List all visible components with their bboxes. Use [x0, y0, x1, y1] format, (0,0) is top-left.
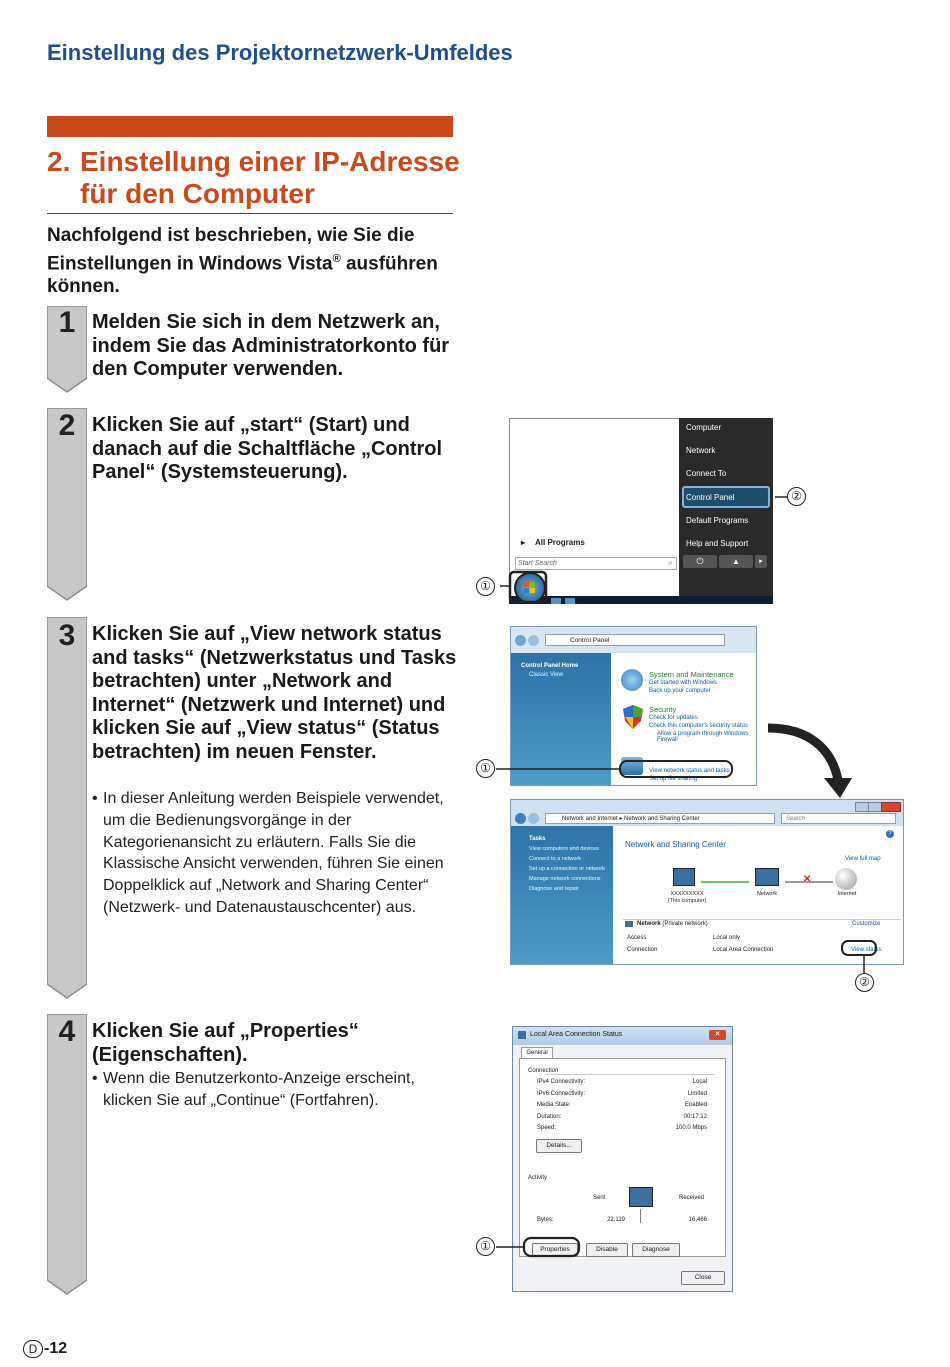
intro-text-end: ausführen können.: [47, 252, 438, 298]
computer-sub: (This computer): [667, 898, 707, 904]
sent-label: Sent: [593, 1195, 606, 1201]
close-icon[interactable]: ✕: [709, 1030, 726, 1040]
link-file-sharing[interactable]: Set up file sharing: [649, 776, 698, 782]
address-bar[interactable]: [545, 813, 775, 824]
view-status-link[interactable]: View status: [851, 947, 882, 953]
start-search-placeholder: Start Search: [518, 560, 557, 567]
row-label: IPv6 Connectivity:: [537, 1091, 586, 1097]
address-text: Control Panel: [570, 637, 610, 644]
forward-icon[interactable]: [528, 813, 539, 824]
menu-item-help-support[interactable]: Help and Support: [686, 539, 749, 548]
activity-group-label: Activity: [528, 1175, 548, 1181]
security-title[interactable]: Security: [649, 705, 677, 714]
control-panel-toolbar: [511, 627, 756, 653]
back-icon[interactable]: [515, 813, 526, 824]
sharing-center-toolbar: [511, 800, 903, 826]
bytes-received: 16,466: [688, 1217, 707, 1223]
dialog-title: Local Area Connection Status: [530, 1031, 623, 1038]
divider: [640, 1209, 641, 1223]
page-letter-badge: D: [23, 1340, 43, 1358]
menu-item-computer[interactable]: Computer: [686, 423, 722, 432]
step-4-text: Klicken Sie auf „Properties“ (Eigenschaften).: [92, 1020, 359, 1066]
dialog-titlebar: [513, 1027, 732, 1045]
step-3-note-text: In dieser Anleitung werden Beispiele verwendet, um die Bedienungsvorgänge in der Kategorienansicht zu erläutern. Falls Sie die Klassische Ansicht verwenden, führen Sie einen Doppelklick auf „Network and Sharing Center“ (Netzwerk- und Datenaustauschcenter) aus.: [103, 790, 444, 916]
access-label: Access: [627, 935, 647, 941]
step-4-note: [92, 1068, 457, 1112]
divider: [545, 1074, 715, 1075]
address-text: Network and Internet ▸ Network and Sharing Center: [562, 816, 700, 822]
lock-button[interactable]: ▲: [719, 555, 753, 568]
access-value: Local only: [713, 935, 741, 941]
task-setup-connection[interactable]: Set up a connection or network: [529, 866, 605, 872]
properties-button[interactable]: Properties: [532, 1243, 578, 1257]
step-4-number: 4: [58, 1015, 76, 1048]
link-check-updates[interactable]: Check for updates: [649, 715, 698, 721]
page-number-text: -12: [44, 1340, 68, 1357]
system-maintenance-title[interactable]: System and Maintenance: [649, 670, 734, 679]
step-1-number: 1: [58, 306, 76, 339]
step-3-note: [92, 788, 457, 919]
close-button[interactable]: Close: [681, 1271, 725, 1285]
step-4-tab: [47, 1014, 87, 1296]
disconnected-x-icon: ✕: [803, 874, 812, 885]
row-value: Local: [692, 1079, 707, 1085]
back-icon[interactable]: [515, 635, 526, 646]
divider: [623, 919, 901, 920]
row-label: Media State:: [537, 1102, 571, 1108]
computer-icon: [673, 868, 695, 886]
network-small-icon: [518, 1031, 526, 1039]
received-label: Received: [679, 1195, 705, 1201]
row-label: IPv4 Connectivity:: [537, 1079, 586, 1085]
help-icon[interactable]: ?: [886, 830, 894, 838]
step-1-text: Melden Sie sich in dem Netzwerk an, indem Sie das Administratorkonto für den Computer verwenden.: [92, 311, 450, 380]
side-link-home[interactable]: Control Panel Home: [521, 663, 579, 669]
view-status-callout: [840, 935, 880, 975]
activity-computers-icon: [629, 1187, 653, 1207]
bullet: •: [92, 1070, 98, 1087]
shutdown-options-arrow[interactable]: ▸: [755, 555, 767, 568]
view-full-map-link[interactable]: View full map: [845, 856, 881, 862]
connection-label: Connection: [627, 947, 658, 953]
computer-name: XXXXXXXXX: [670, 891, 704, 897]
link-get-started[interactable]: Get started with Windows: [649, 680, 718, 686]
bullet: •: [92, 790, 98, 807]
sharing-center-title: Network and Sharing Center: [625, 840, 726, 849]
step-2-number: 2: [58, 409, 76, 442]
task-diagnose[interactable]: Diagnose and repair: [529, 886, 579, 892]
network-label: Network: [756, 891, 778, 897]
row-value: Enabled: [684, 1102, 707, 1108]
maximize-button[interactable]: [868, 802, 882, 812]
step-2-callout-lines: [440, 480, 820, 605]
row-value: 00:17:12: [683, 1114, 707, 1120]
task-connect[interactable]: Connect to a network: [529, 856, 581, 862]
section-number: 2.: [47, 146, 71, 177]
row-value: Limited: [687, 1091, 707, 1097]
side-link-classic[interactable]: Classic View: [529, 672, 563, 678]
link-firewall[interactable]: Allow a program through Windows Firewall: [657, 731, 749, 743]
link-line-ok: [701, 881, 749, 883]
menu-item-default-programs[interactable]: Default Programs: [686, 516, 749, 525]
connection-value: Local Area Connection: [713, 947, 774, 953]
network-type: (Private network): [662, 921, 708, 927]
intro-paragraph: [47, 224, 457, 299]
minimize-button[interactable]: [855, 802, 869, 812]
link-backup[interactable]: Back up your computer: [649, 688, 711, 694]
tab-general[interactable]: General: [521, 1047, 553, 1059]
address-bar[interactable]: [545, 634, 725, 646]
diagnose-button[interactable]: Diagnose: [632, 1243, 680, 1257]
forward-icon[interactable]: [528, 635, 539, 646]
step-4-note-text: Wenn die Benutzerkonto-Anzeige erscheint, klicken Sie auf „Continue“ (Fortfahren).: [103, 1070, 415, 1109]
network-section-label: [637, 921, 708, 927]
menu-item-connect-to[interactable]: Connect To: [686, 469, 727, 478]
callout-1: ①: [476, 759, 495, 778]
network-small-icon: [625, 921, 633, 927]
search-input[interactable]: [781, 813, 896, 824]
step-3-text: Klicken Sie auf „View network status and tasks“ (Netzwerkstatus und Tasks betrachten) unter „Network and Internet“ (Netzwerk und Internet) und klicken Sie auf „View status“ (Status betrachten) im neuen Fenster.: [92, 623, 457, 763]
step-3-number: 3: [58, 619, 76, 652]
menu-item-network[interactable]: Network: [686, 446, 716, 455]
registered-mark: ®: [332, 252, 341, 265]
task-view-computers[interactable]: View computers and devices: [529, 846, 599, 852]
callout-2: ②: [787, 487, 806, 506]
search-placeholder: Search: [786, 816, 806, 822]
network-icon: [755, 868, 779, 886]
callout-1: ①: [476, 577, 495, 596]
task-manage-connections[interactable]: Manage network connections: [529, 876, 601, 882]
section-rule: [47, 213, 453, 214]
step-3-tab: [47, 617, 87, 1001]
step-2-text: Klicken Sie auf „start“ (Start) und danach auf die Schaltfläche „Control Panel“ (Systemsteuerung).: [92, 414, 443, 483]
disable-button[interactable]: Disable: [586, 1243, 628, 1257]
callout-2: ②: [855, 973, 874, 992]
page-header: Einstellung des Projektornetzwerk-Umfeldes: [47, 40, 513, 65]
tab-panel: [519, 1058, 726, 1257]
internet-globe-icon: [835, 868, 857, 890]
page-number: [23, 1340, 67, 1358]
link-view-network-status[interactable]: View network status and tasks: [649, 768, 730, 774]
internet-label: Internet: [837, 891, 857, 897]
search-icon: ⌕: [668, 560, 672, 567]
connection-group-label: Connection: [528, 1068, 559, 1074]
section-accent-bar: [47, 116, 453, 137]
network-name: Network: [637, 921, 661, 927]
link-security-status[interactable]: Check this computer's security status: [649, 723, 748, 729]
row-label: Speed:: [537, 1125, 557, 1131]
bytes-sent: 22,119: [607, 1217, 625, 1223]
callout-1: ①: [476, 1237, 495, 1256]
bytes-label: Bytes:: [537, 1217, 554, 1223]
row-value: 100.0 Mbps: [675, 1125, 707, 1131]
row-label: Duration:: [537, 1114, 562, 1120]
all-programs-item[interactable]: ▸ All Programs: [521, 538, 585, 547]
tasks-sidebar: [511, 826, 613, 964]
menu-item-control-panel[interactable]: Control Panel: [686, 493, 735, 502]
close-button[interactable]: [881, 802, 901, 812]
customize-link[interactable]: Customize: [852, 921, 881, 927]
section-title: Einstellung einer IP-Adresse für den Computer: [80, 146, 460, 209]
properties-callout: [490, 1236, 590, 1260]
step-3-callout-and-arrow: [440, 710, 860, 810]
details-button[interactable]: Details...: [536, 1139, 582, 1153]
intro-text: Nachfolgend ist beschrieben, wie Sie die Einstellungen in Windows Vista: [47, 225, 415, 274]
tasks-title: Tasks: [529, 836, 546, 842]
all-programs-label: All Programs: [535, 538, 585, 547]
power-button[interactable]: ⏻: [683, 555, 717, 568]
system-maintenance-icon: [621, 669, 643, 691]
